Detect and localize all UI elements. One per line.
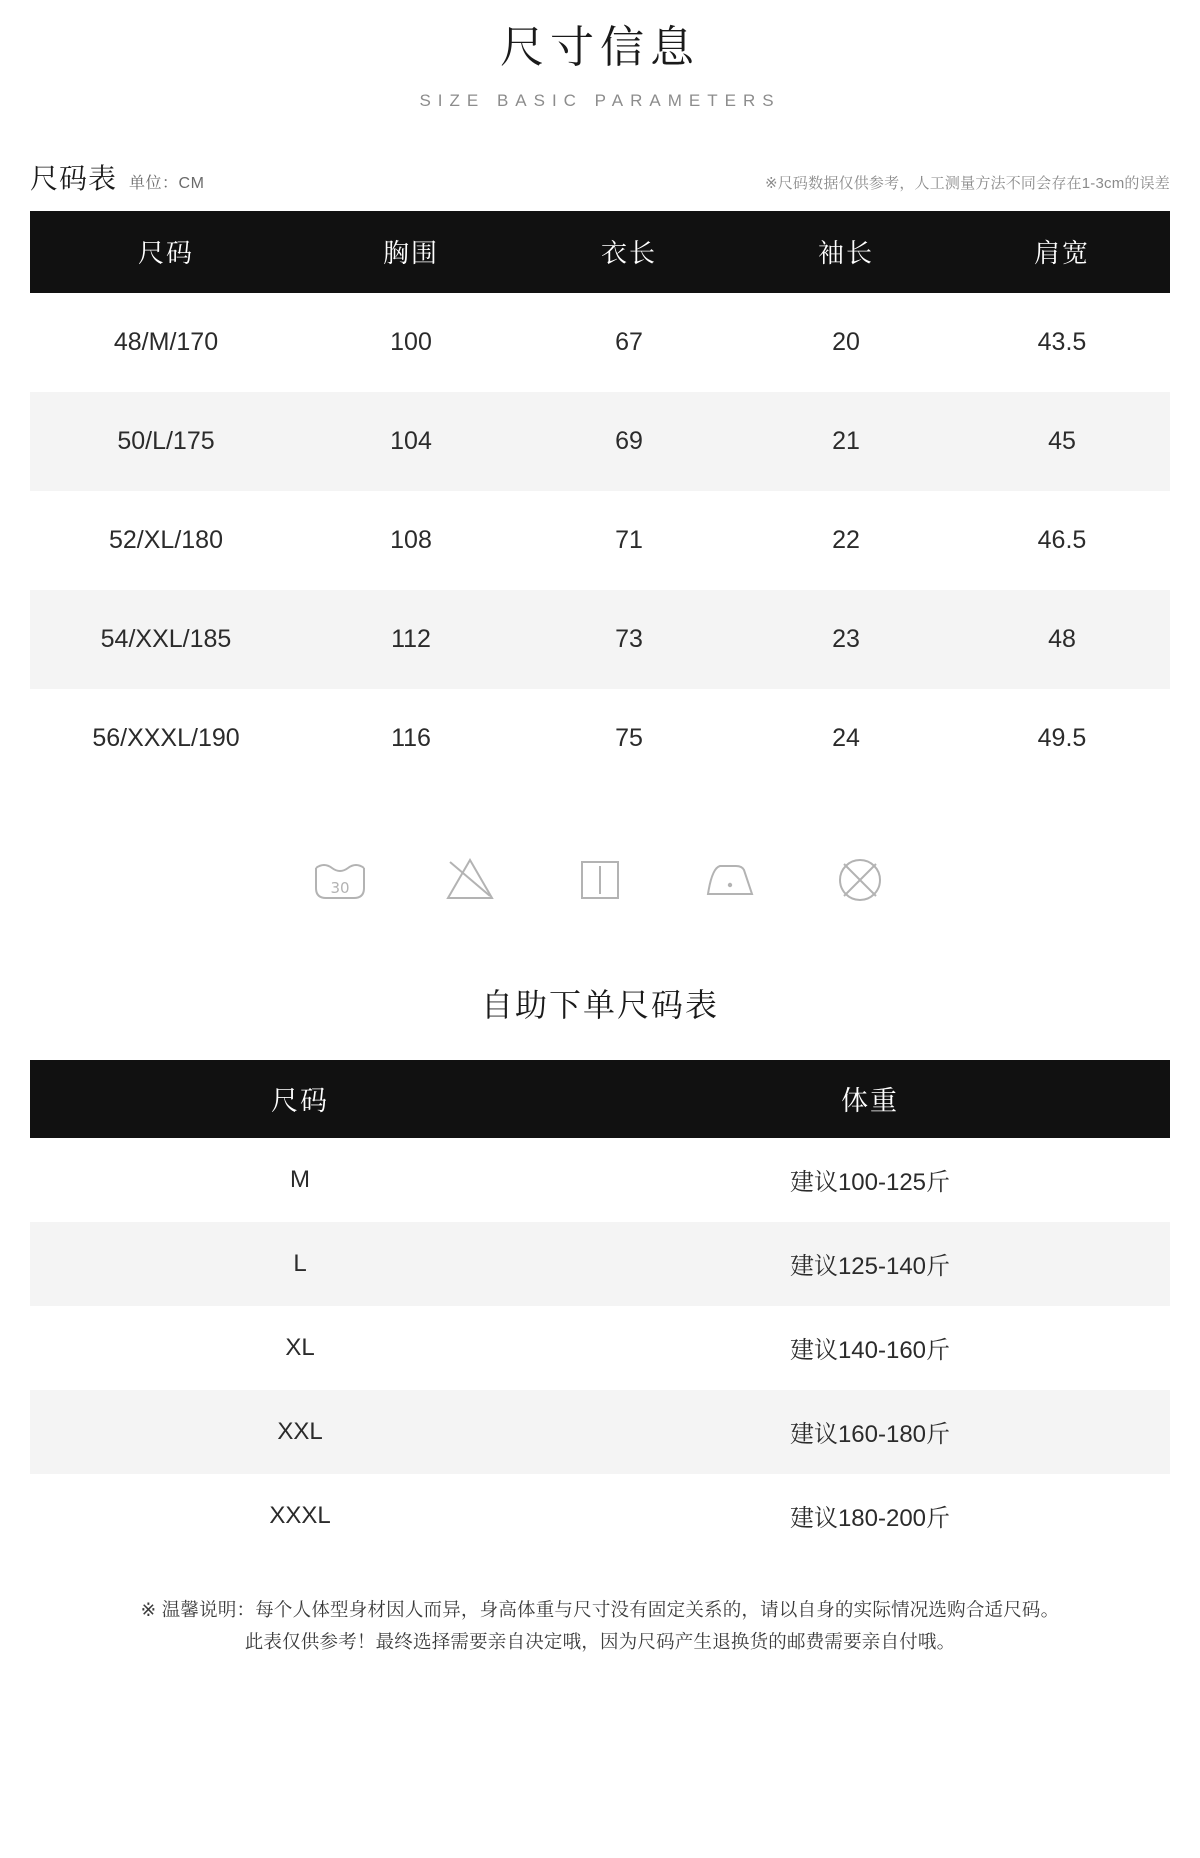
size-chart-note: ※尺码数据仅供参考，人工测量方法不同会存在1-3cm的误差 [764,174,1170,192]
table-row [30,1306,1170,1390]
length-cell: 71 [520,491,738,590]
weight-table-header-cell: 体重 [570,1060,1170,1138]
table-row [30,590,1170,689]
self-order-size-title: 自助下单尺码表 [480,986,719,1023]
shoulder-cell: 43.5 [954,293,1170,392]
size-table-header-cell: 胸围 [302,211,520,293]
page-header [0,0,1200,111]
chest-cell: 100 [302,293,520,392]
chest-cell: 104 [302,392,520,491]
size-cell: M [30,1138,570,1222]
table-row [30,1222,1170,1306]
care-instructions-row [0,850,1200,910]
footer-note-line-2: 此表仅供参考！最终选择需要亲自决定哦，因为尺码产生退换货的邮费需要亲自付哦。 [244,1631,956,1653]
weight-cell: 建议140-160斤 [570,1306,1170,1390]
sleeve-cell: 20 [738,293,954,392]
shoulder-cell: 48 [954,590,1170,689]
length-cell: 69 [520,392,738,491]
footer-note-line-1: ※ 温馨说明：每个人体型身材因人而异，身高体重与尺寸没有固定关系的，请以自身的实际情况选购合适尺码。 [140,1598,1060,1620]
do-not-dry-clean-icon [830,850,890,910]
table-row [30,1474,1170,1558]
weight-table-header-cell: 尺码 [30,1060,570,1138]
footer-note [30,1594,1170,1659]
table-row [30,293,1170,392]
table-row [30,1138,1170,1222]
size-table-header-cell: 尺码 [30,211,302,293]
size-table-body [30,293,1170,788]
iron-low-icon [700,850,760,910]
length-cell: 67 [520,293,738,392]
shoulder-cell: 45 [954,392,1170,491]
table-row [30,689,1170,788]
shoulder-cell: 49.5 [954,689,1170,788]
weight-cell: 建议180-200斤 [570,1474,1170,1558]
sleeve-cell: 23 [738,590,954,689]
chest-cell: 108 [302,491,520,590]
length-cell: 75 [520,689,738,788]
line-dry-icon [570,850,630,910]
size-table-header-cell: 衣长 [520,211,738,293]
size-table-head [30,211,1170,293]
table-header-row [30,211,1170,293]
size-cell: L [30,1222,570,1306]
size-cell: XL [30,1306,570,1390]
table-row [30,1390,1170,1474]
weight-table-head [30,1060,1170,1138]
table-row [30,392,1170,491]
do-not-bleach-icon [440,850,500,910]
size-cell: 48/M/170 [30,293,302,392]
weight-table-body [30,1138,1170,1558]
sleeve-cell: 24 [738,689,954,788]
chest-cell: 112 [302,590,520,689]
page-title: 尺寸信息 [500,23,700,72]
wash-temp-label: 30 [330,878,350,897]
size-table [30,211,1170,788]
size-cell: XXXL [30,1474,570,1558]
length-cell: 73 [520,590,738,689]
sleeve-cell: 22 [738,491,954,590]
weight-cell: 建议100-125斤 [570,1138,1170,1222]
size-chart-caption-row [30,157,1170,197]
weight-table [30,1060,1170,1558]
shoulder-cell: 46.5 [954,491,1170,590]
table-header-row [30,1060,1170,1138]
size-cell: 56/XXXL/190 [30,689,302,788]
size-chart-unit: 单位：CM [129,174,205,192]
page-subtitle: SIZE BASIC PARAMETERS [419,90,781,110]
size-cell: 54/XXL/185 [30,590,302,689]
weight-cell: 建议160-180斤 [570,1390,1170,1474]
size-cell: 52/XL/180 [30,491,302,590]
chest-cell: 116 [302,689,520,788]
size-table-header-cell: 肩宽 [954,211,1170,293]
wash-30-icon [310,850,370,910]
size-cell: XXL [30,1390,570,1474]
size-chart-title: 尺码表 [30,162,118,194]
size-cell: 50/L/175 [30,392,302,491]
sleeve-cell: 21 [738,392,954,491]
size-chart-caption-left [30,157,204,197]
table-row [30,491,1170,590]
size-table-header-cell: 袖长 [738,211,954,293]
weight-cell: 建议125-140斤 [570,1222,1170,1306]
